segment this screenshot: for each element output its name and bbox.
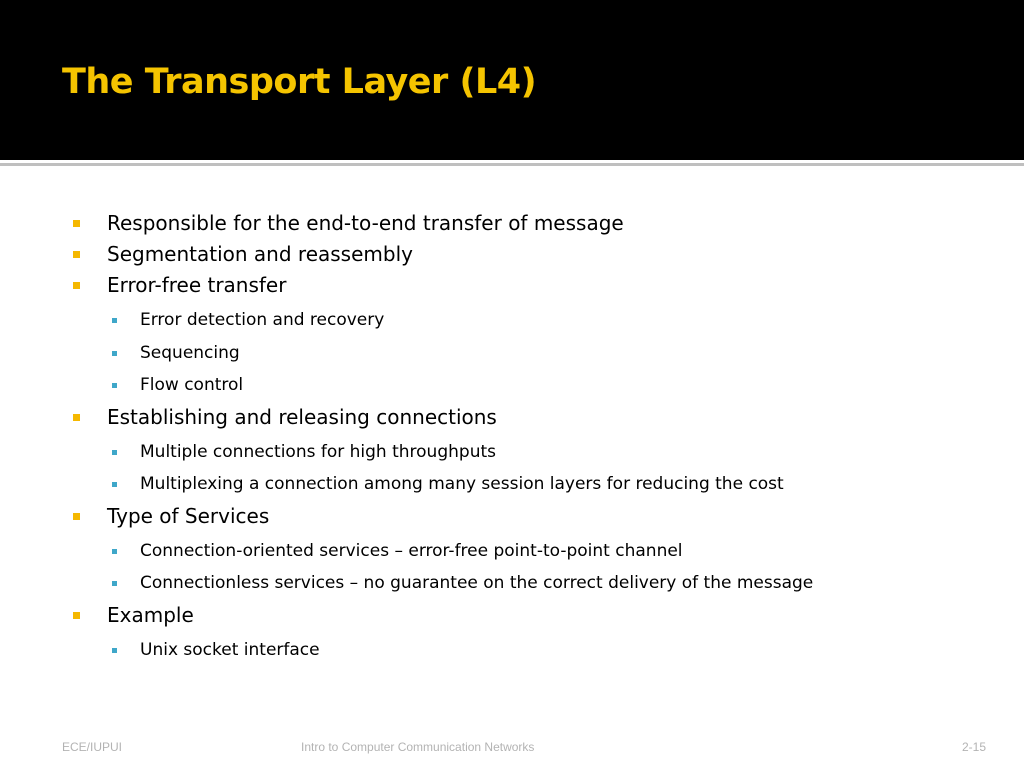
sub-bullet-text: Flow control [140,375,244,395]
small-square-bullet-icon [112,351,117,356]
bullet-item [0,402,1024,433]
sub-bullet-text: Sequencing [140,342,240,363]
sub-bullet-text: Error detection and recovery [140,310,385,330]
small-square-bullet-icon [112,549,117,554]
bullet-item [0,600,1024,631]
sub-bullet-text: Connectionless services – no guarantee on the correct delivery of the message [140,573,814,593]
bullet-text: Segmentation and reassembly [107,242,413,266]
bullet-item [0,239,1024,270]
sub-bullet-item [0,436,1024,469]
bullet-text: Type of Services [107,503,270,528]
square-bullet-icon [73,414,80,421]
sub-bullet-item [0,468,1024,501]
bullet-text: Responsible for the end-to-end transfer of message [107,211,624,235]
square-bullet-icon [73,612,80,619]
footer-institution: ECE/IUPUI [62,740,123,754]
slide-title: The Transport Layer (L4) [62,62,537,102]
title-bar [0,0,1024,160]
sub-bullet-item [0,535,1024,568]
sub-bullet-item [0,567,1024,600]
square-bullet-icon [73,282,80,289]
sub-bullet-text: Multiple connections for high throughputs [140,441,496,462]
footer-slide-number: 2-15 [962,740,987,754]
bullet-item [0,208,1024,239]
small-square-bullet-icon [112,482,117,487]
small-square-bullet-icon [112,581,117,586]
sub-bullet-item [0,369,1024,402]
bullet-text: Error-free transfer [107,273,287,297]
sub-bullet-item [0,304,1024,337]
bullet-list [0,208,1024,666]
sub-bullet-item [0,337,1024,370]
sub-bullet-text: Connection-oriented services – error-free point-to-point channel [140,540,683,561]
small-square-bullet-icon [112,318,117,323]
sub-bullet-text: Multiplexing a connection among many session layers for reducing the cost [140,474,784,494]
bullet-text: Example [107,602,194,627]
bullet-item [0,270,1024,301]
small-square-bullet-icon [112,648,117,653]
square-bullet-icon [73,220,80,227]
small-square-bullet-icon [112,383,117,388]
square-bullet-icon [73,513,80,520]
bullet-text: Establishing and releasing connections [107,404,497,429]
footer-course-title: Intro to Computer Communication Networks [301,740,535,754]
sub-bullet-text: Unix socket interface [140,639,320,660]
title-divider [0,163,1024,166]
sub-bullet-item [0,634,1024,667]
square-bullet-icon [73,251,80,258]
small-square-bullet-icon [112,450,117,455]
bullet-item [0,501,1024,532]
